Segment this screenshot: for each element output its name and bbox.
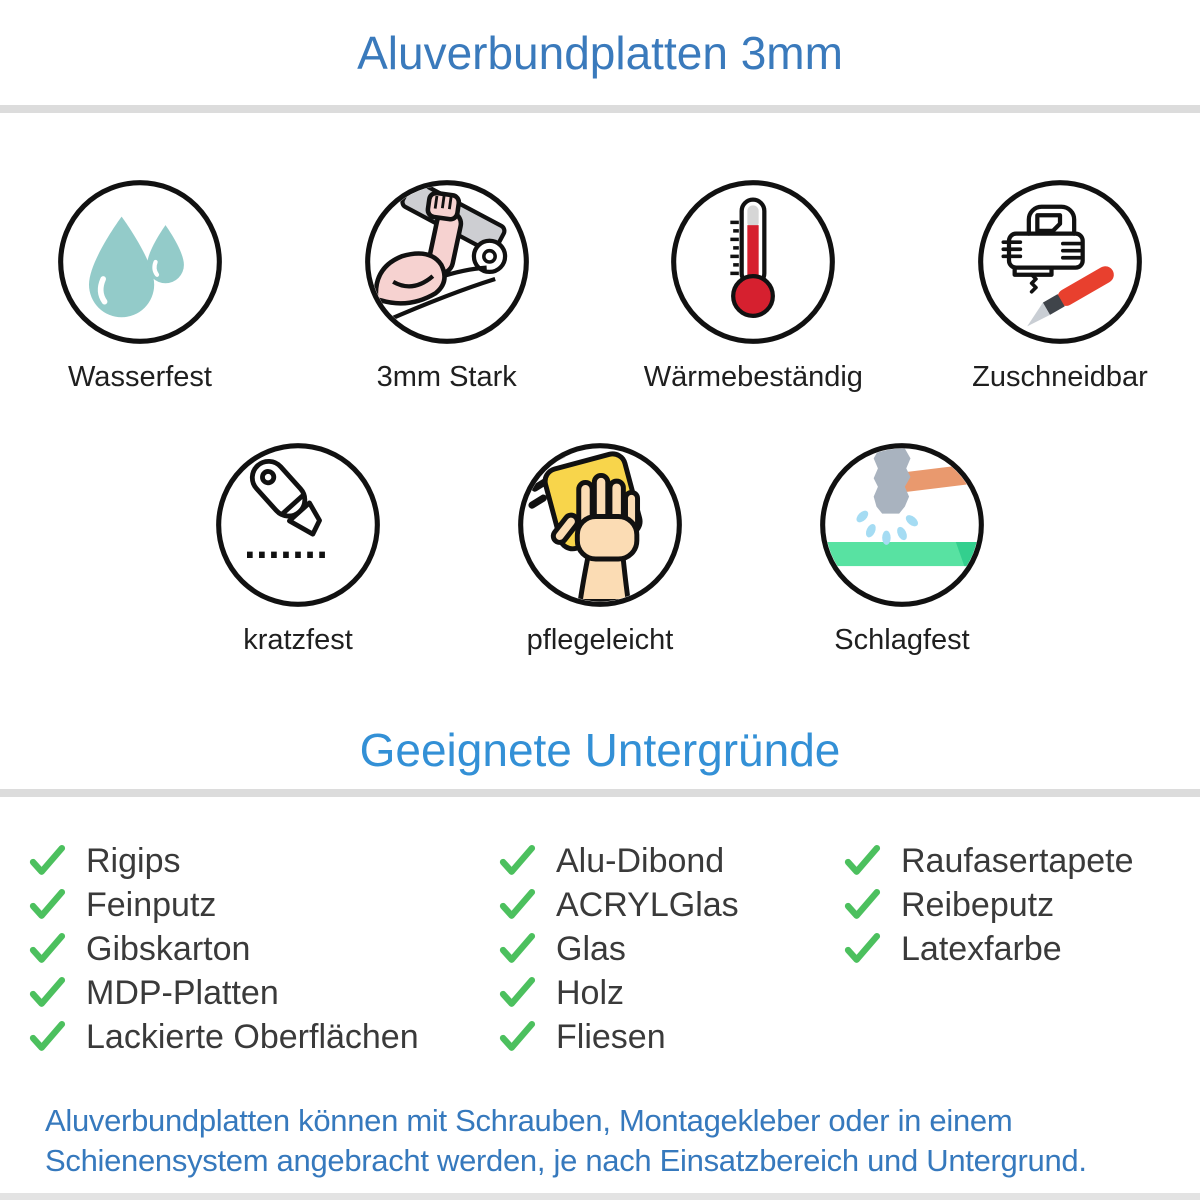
divider [0,105,1200,113]
list-item [498,883,843,927]
muscle-arm-icon [362,177,532,347]
list-item [498,839,843,883]
list-item-label: Alu-Dibond [556,841,725,880]
jigsaw-cutter-icon [975,177,1145,347]
check-icon [843,845,883,877]
list-item-label: MDP-Platten [86,973,279,1012]
footer-line-2: Schienensystem angebracht werden, je nach Einsatzbereich und Untergrund. [45,1143,1087,1178]
feature-label: kratzfest [243,624,353,656]
section-heading: Geeignete Untergründe [359,724,841,776]
substrates-column-3 [843,839,1200,971]
check-icon [498,933,538,965]
footer-note [45,1101,1170,1181]
list-item-label: ACRYLGlas [556,885,739,924]
check-icon [28,845,68,877]
list-item [28,927,498,971]
list-item [843,839,1200,883]
list-item-label: Lackierte Oberflächen [86,1017,419,1056]
substrates-list [0,797,1200,1059]
list-item [28,839,498,883]
list-item [498,927,843,971]
cleaning-hand-icon [515,440,685,610]
check-icon [498,889,538,921]
list-item-label: Holz [556,973,625,1012]
feature-row-2 [0,440,1200,657]
list-item-label: Feinputz [86,885,217,924]
list-item [28,883,498,927]
list-item [28,971,498,1015]
feature-label: Wasserfest [68,361,212,393]
check-icon [28,933,68,965]
check-icon [843,889,883,921]
list-item-label: Raufasertapete [901,841,1134,880]
feature-zuschneidbar [972,177,1148,394]
water-drops-icon [55,177,225,347]
hammer-icon [817,440,987,610]
feature-label: Zuschneidbar [972,361,1148,393]
check-icon [28,1021,68,1053]
check-icon [498,977,538,1009]
check-icon [498,845,538,877]
list-item-label: Glas [556,929,626,968]
list-item [843,927,1200,971]
check-icon [843,933,883,965]
list-item-label: Gibskarton [86,929,251,968]
check-icon [498,1021,538,1053]
feature-label: Wärmebeständig [643,361,863,393]
check-icon [28,977,68,1009]
feature-label: Schlagfest [834,624,970,656]
list-item-label: Rigips [86,841,181,880]
list-item [28,1015,498,1059]
feature-wasserfest [55,177,225,394]
divider [0,789,1200,797]
list-item-label: Fliesen [556,1017,666,1056]
list-item-label: Latexfarbe [901,929,1062,968]
substrates-column-1 [28,839,498,1059]
feature-label: 3mm Stark [376,361,517,393]
feature-waermebestaendig [643,177,863,394]
thermometer-icon [668,177,838,347]
feature-label: pflegeleicht [526,624,674,656]
list-item [498,1015,843,1059]
substrates-column-2 [498,839,843,1059]
feature-schlagfest [817,440,987,657]
list-item [498,971,843,1015]
utility-knife-icon [213,440,383,610]
feature-kratzfest [213,440,383,657]
feature-pflegeleicht [515,440,685,657]
feature-row-1 [0,177,1200,394]
divider [0,1193,1200,1200]
check-icon [28,889,68,921]
footer-line-1: Aluverbundplatten können mit Schrauben, Montagekleber oder in einem [45,1103,1013,1138]
page-title: Aluverbundplatten 3mm [357,27,843,79]
list-item-label: Reibeputz [901,885,1055,924]
list-item [843,883,1200,927]
feature-3mm-stark [362,177,532,394]
